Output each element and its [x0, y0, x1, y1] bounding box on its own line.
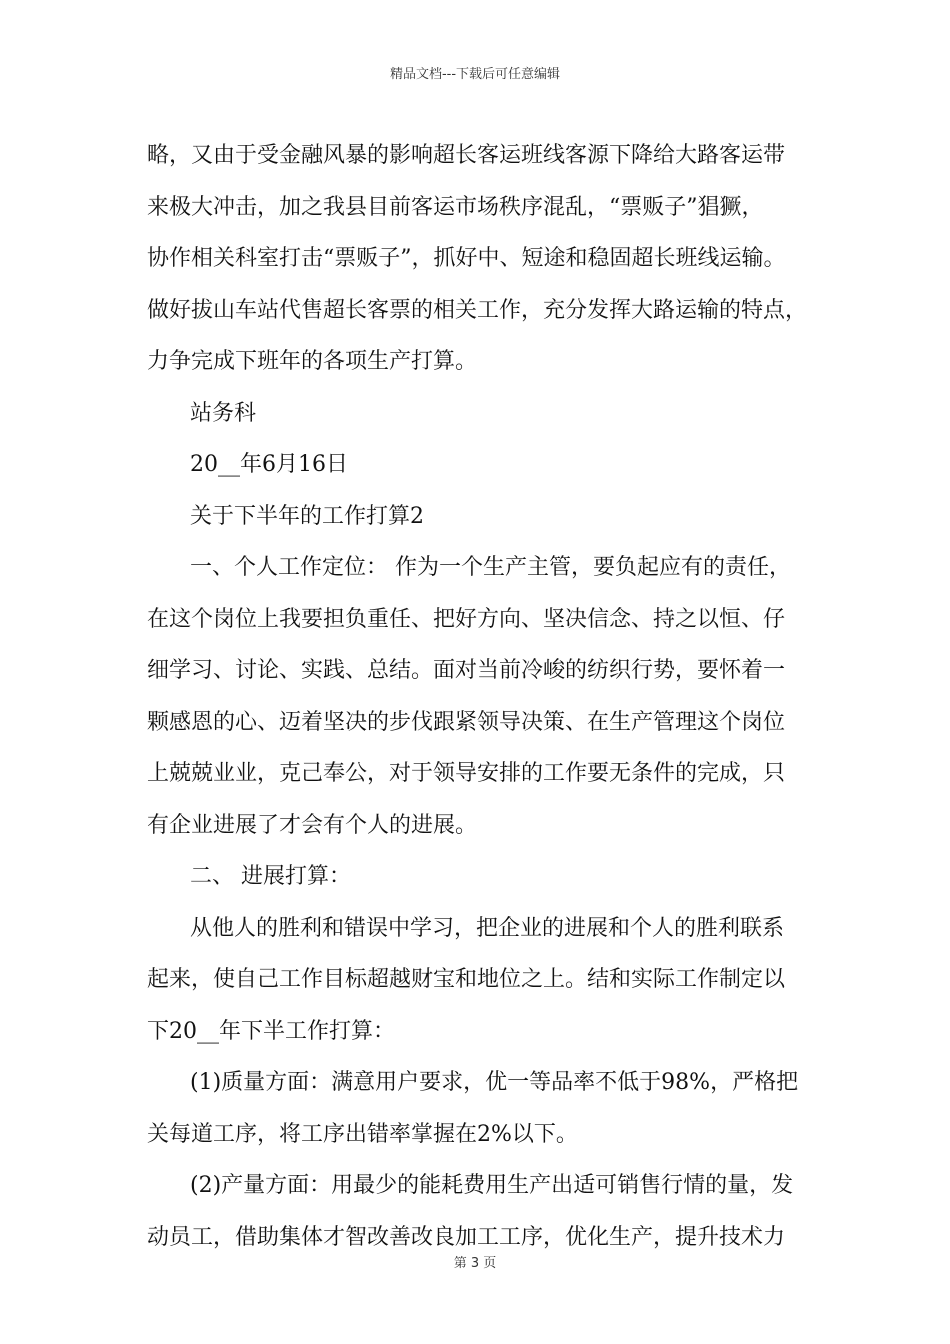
- text-line: 有企业进展了才会有个人的进展。: [147, 812, 478, 838]
- text-line: (1)质量方面：满意用户要求，优一等品率不低于98%，严格把: [190, 1070, 799, 1095]
- text-line: 从他人的胜利和错误中学习，把企业的进展和个人的胜利联系: [190, 915, 785, 941]
- text-line: 动员工，借助集体才智改善改良加工工序，优化生产，提升技术力: [147, 1224, 786, 1250]
- text-line: 关每道工序，将工序出错率掌握在2%以下。: [147, 1121, 578, 1147]
- text-line: 下20__年下半工作打算：: [147, 1018, 395, 1044]
- text-line: 起来，使自己工作目标超越财宝和地位之上。结和实际工作制定以: [147, 967, 786, 992]
- text-line: 一、个人工作定位： 作为一个生产主管，要负起应有的责任，: [190, 555, 791, 580]
- text-line: 来极大冲击，加之我县目前客运市场秩序混乱，“票贩子”猖獗，: [147, 194, 764, 220]
- signature-date: 20__年6月16日: [190, 452, 348, 477]
- page-header: 精品文档---下载后可任意编辑: [389, 67, 561, 82]
- text-line: 在这个岗位上我要担负重任、把好方向、坚决信念、持之以恒、仔: [147, 606, 786, 632]
- text-line: 略，又由于受金融风暴的影响超长客运班线客源下降给大路客运带: [147, 143, 786, 168]
- text-line: 颗感恩的心、迈着坚决的步伐跟紧领导决策、在生产管理这个岗位: [147, 709, 786, 735]
- document-body: [147, 130, 837, 1263]
- text-line: 做好拔山车站代售超长客票的相关工作，充分发挥大路运输的特点，: [147, 297, 808, 323]
- text-line: 细学习、讨论、实践、总结。面对当前冷峻的纺织行势，要怀着一: [147, 658, 786, 683]
- text-line: 协作相关科室打击“票贩子”，抓好中、短途和稳固超长班线运输。: [147, 246, 786, 271]
- text-line: (2)产量方面：用最少的能耗费用生产出适可销售行情的量，发: [190, 1173, 794, 1198]
- signature-department: 站务科: [190, 400, 257, 426]
- section-title: 关于下半年的工作打算2: [190, 503, 424, 529]
- text-line: 上兢兢业业，克己奉公，对于领导安排的工作要无条件的完成，只: [147, 761, 786, 786]
- text-line: 力争完成下班年的各项生产打算。: [147, 349, 478, 374]
- subheading: 二、 进展打算：: [190, 864, 351, 889]
- page-number: 第 3 页: [453, 1256, 497, 1271]
